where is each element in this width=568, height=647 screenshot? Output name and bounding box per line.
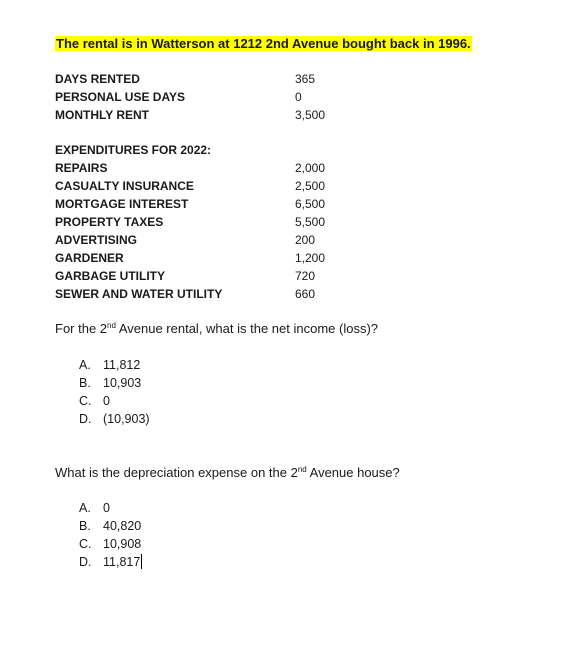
headline-highlight: The rental is in Watterson at 1212 2nd Avenue bought back in 1996.: [56, 36, 471, 51]
option-text: (10,903): [103, 412, 150, 426]
option-letter: C.: [79, 394, 92, 408]
question-text-prefix: For the 2: [55, 321, 108, 336]
option-letter: A.: [79, 358, 91, 372]
expense-label: REPAIRS: [55, 161, 108, 175]
option-text: 11,812: [103, 358, 141, 372]
option-letter: C.: [79, 537, 92, 551]
info-label: PERSONAL USE DAYS: [55, 90, 186, 104]
q2-option-c[interactable]: [79, 535, 141, 553]
expense-row-casualty-insurance: [55, 177, 515, 195]
question-net-income: [55, 320, 378, 338]
expense-label: ADVERTISING: [55, 233, 138, 247]
info-row-days-rented: [55, 70, 515, 88]
text-cursor: [141, 554, 142, 569]
expense-row-repairs: [55, 159, 515, 177]
question-text-suffix: Avenue house?: [306, 465, 400, 480]
option-text: 10,903: [103, 376, 142, 390]
expense-row-sewer-water-utility: [55, 285, 515, 303]
q2-option-a[interactable]: [79, 499, 110, 517]
option-letter: B.: [79, 376, 91, 390]
expenditures-heading: EXPENDITURES FOR 2022:: [55, 143, 212, 157]
option-letter: D.: [79, 555, 92, 569]
question-ordinal-suffix: nd: [107, 321, 116, 330]
expense-value: 5,500: [295, 215, 326, 229]
expense-value: 720: [295, 269, 316, 283]
expense-value: 6,500: [295, 197, 326, 211]
expense-value: 2,000: [295, 161, 326, 175]
question-ordinal-suffix: nd: [297, 465, 307, 474]
expense-value: 2,500: [295, 179, 326, 193]
q1-option-b[interactable]: [79, 374, 141, 392]
expense-label: PROPERTY TAXES: [55, 215, 164, 229]
expense-row-advertising: [55, 231, 515, 249]
q1-option-a[interactable]: [79, 356, 140, 374]
expense-label: MORTGAGE INTEREST: [55, 197, 189, 211]
option-text: 11,817: [103, 555, 141, 569]
info-value: 3,500: [295, 108, 326, 122]
info-row-personal-use-days: [55, 88, 515, 106]
option-text: 0: [103, 501, 110, 515]
option-text: 0: [103, 394, 110, 408]
question-text-prefix: What is the depreciation expense on the 2: [55, 465, 298, 480]
q2-option-d[interactable]: [79, 553, 142, 571]
option-letter: B.: [79, 519, 91, 533]
expense-label: SEWER AND WATER UTILITY: [55, 287, 223, 301]
expense-value: 1,200: [295, 251, 326, 265]
option-letter: D.: [79, 412, 92, 426]
question-text-suffix: Avenue rental, what is the net income (loss)?: [115, 321, 379, 336]
q1-option-d[interactable]: [79, 410, 150, 428]
info-value: 0: [295, 90, 302, 104]
info-label: DAYS RENTED: [55, 72, 140, 86]
expense-row-gardener: [55, 249, 515, 267]
headline: [55, 35, 472, 52]
expense-label: GARDENER: [55, 251, 124, 265]
info-value: 365: [295, 72, 316, 86]
expense-row-mortgage-interest: [55, 195, 515, 213]
info-label: MONTHLY RENT: [55, 108, 150, 122]
q1-option-c[interactable]: [79, 392, 110, 410]
option-text: 40,820: [103, 519, 142, 533]
expense-row-garbage-utility: [55, 267, 515, 285]
expense-value: 660: [295, 287, 316, 301]
expense-row-property-taxes: [55, 213, 515, 231]
info-row-monthly-rent: [55, 106, 515, 124]
question-depreciation: [55, 464, 400, 482]
option-text: 10,908: [103, 537, 142, 551]
q2-option-b[interactable]: [79, 517, 141, 535]
expense-label: GARBAGE UTILITY: [55, 269, 165, 283]
option-letter: A.: [79, 501, 91, 515]
expense-value: 200: [295, 233, 316, 247]
expense-label: CASUALTY INSURANCE: [55, 179, 194, 193]
